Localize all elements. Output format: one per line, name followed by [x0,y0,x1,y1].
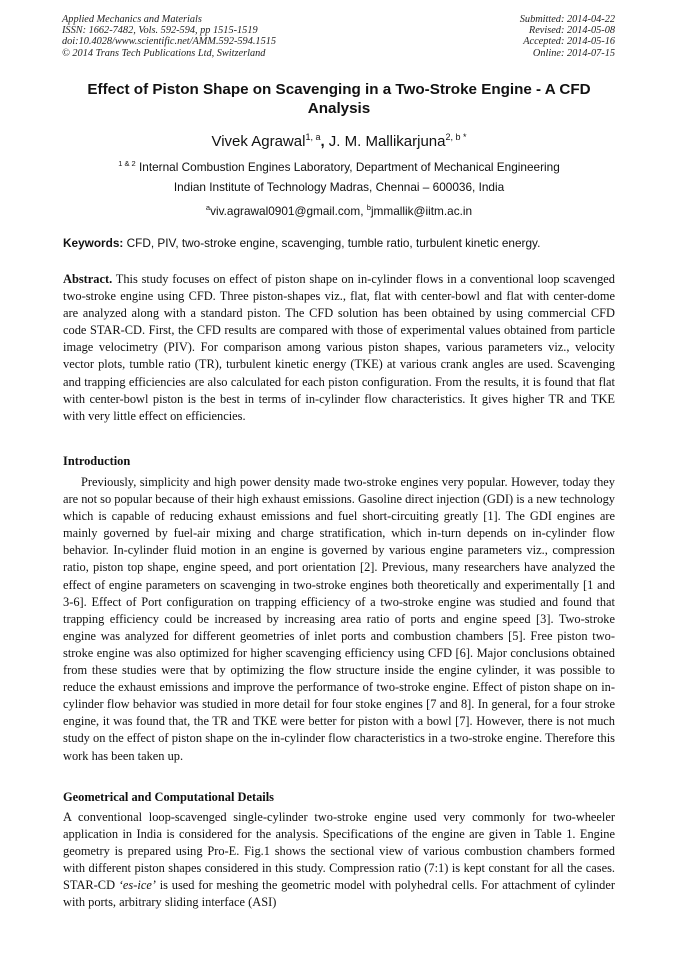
affiliation-marker: 1 & 2 [118,159,136,168]
affiliation-lab: Internal Combustion Engines Laboratory, Department of Mechanical Engineering [135,159,560,174]
copyright-line: © 2014 Trans Tech Publications Ltd, Switzerland [62,47,266,59]
email-line [60,201,618,218]
email-a: viv.agrawal0901@gmail.com, [210,203,367,218]
title-line-2: Analysis [307,100,371,117]
abstract-text: This study focuses on effect of piston shape on in-cylinder flows in a conventional loop scavenged two-stroke engine using CFD. Three piston-shapes viz., flat, flat with center-bowl and flat with center-dome are analyzed along with a standard piston. The CFD solution has been obtained by using commercial CFD code STAR-CD. First, the CFD results are compared with those of experimental values obtained from particle image velocimetry (PIV). For comparison among various piston shapes, various parameters viz., velocity vector plots, tumble ratio (TR), turbulent kinetic energy (TKE) at various crank angles are used. Scavenging and trapping efficiencies are also calculated for each piston configuration. From the results, it is found that flat with center-bowl piston is the best in terms of in-cylinder flow characteristics. It gives higher TR and TKE with very little effect on efficiencies. [63,272,615,423]
introduction-heading: Introduction [63,454,131,468]
issn-line: ISSN: 1662-7482, Vols. 592-594, pp 1515-1519 [62,25,258,37]
title-line-1: Effect of Piston Shape on Scavenging in a Two-Stroke Engine - A CFD [87,81,591,98]
geometry-text-part-2: is used for meshing the geometric model with polyhedral cells. For attachment of cylinder with ports, arbitrary sliding interface (ASI) [63,878,616,910]
geometry-heading: Geometrical and Computational Details [63,790,274,804]
keywords-text: CFD, PIV, two-stroke engine, scavenging, tumble ratio, turbulent kinetic energy. [123,236,541,250]
author-separator: , [320,133,325,150]
keywords-label: Keywords: [63,236,124,250]
journal-name: Applied Mechanics and Materials [62,14,202,25]
affiliation-line-1 [60,157,618,174]
email-b: jmmallik@iitm.ac.in [370,203,473,218]
author-list [60,128,618,151]
geometry-text-part-1: A conventional loop-scavenged single-cylinder two-stroke engine used very commonly for two-wheeler application in India is considered for the analysis. Specifications of the engine are given in Table 1. Engine geometry is prepared using Pro-E. Fig.1 shows the sectional view of various combustion chambers formed with different piston shapes considered in this study. Compression ratio (7:1) is kept constant for all the cases. STAR-CD [63,810,615,893]
introduction-text: Previously, simplicity and high power density made two-stroke engines very popular. However, today they are not so popular because of their high exhaust emissions. Gasoline direct injection (GDI) is a new technology which is capable of reducing exhaust emissions and fuel short-circuiting greatly [1]. The GDI engines are mainly governed by fuel-air mixing and charge stratification, which in-turn depends on in-cylinder flow behavior. In-cylinder fluid motion in an engine is governed by various engine parameters viz., compression ratio, piston top shape, engine speed, and port orientation [2]. Previous, many researchers have analyzed the effect of engine parameters on scavenging in two-stroke engines both theoretically and experimentally [1 and 3-6]. Effect of Port configuration on trapping efficiency of a two-stroke engine was studied and found that trapping efficiency could be increased by increasing area ratio of ports and engine speed [3]. Two-stroke engine was analyzed for different geometries of inlet ports and combustion chambers [5]. Free piston two-stroke engine was also optimized for higher scavenging efficiency using CFD [6]. Major conclusions obtained from these studies were that by optimizing the flow structure inside the engine cylinder, it was possible to reduce the exhaust emissions and improve the performance of two-stroke engine. Effect of piston shape on in-cylinder flow behavior was studied in more detail for four stoke engines [7 and 8]. In general, for a four stroke engine, it was found that, the TR and TKE were better for piston with a bowl [7]. However, there is not much study on the effect of piston shape on the in-cylinder flow characteristics in a two-stroke engine. Therefore this work has been taken up. [63,475,615,763]
author-2-affil-marker: 2, b * [445,132,467,142]
paper-title [60,80,618,118]
email-a-marker: a [205,203,211,212]
abstract-label: Abstract. [63,272,113,286]
author-1-affil-marker: 1, a [305,132,321,142]
submitted-date: Submitted: 2014-04-22 [519,14,615,25]
dates-header [520,14,615,59]
affiliation-line-2: Indian Institute of Technology Madras, Chennai – 600036, India [173,180,505,194]
online-date: Online: 2014-07-15 [532,47,615,59]
doi-line: doi:10.4028/www.scientific.net/AMM.592-594.1515 [62,36,277,48]
revised-date: Revised: 2014-05-08 [528,25,615,37]
author-1: Vivek Agrawal [211,133,306,150]
email-b-marker: b [366,203,371,212]
author-2: J. M. Mallikarjuna [324,133,446,150]
keywords [63,236,618,250]
journal-header [62,14,276,59]
accepted-date: Accepted: 2014-05-16 [523,36,615,48]
geometry-text [63,809,615,912]
abstract [63,271,615,425]
geometry-text-emphasis: ‘es-ice’ [118,878,156,893]
